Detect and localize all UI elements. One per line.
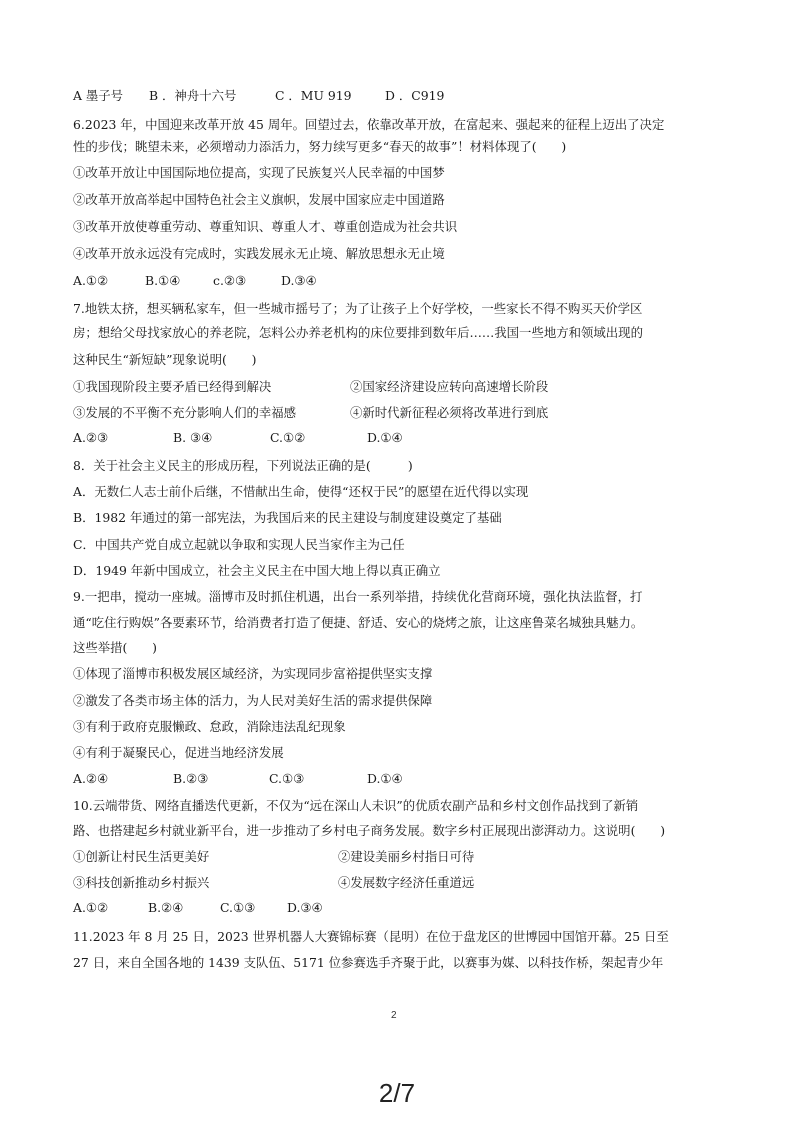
q9-item-4: ④有利于凝聚民心，促进当地经济发展 [73,745,284,760]
q9-options [73,771,403,787]
q9-option-b: B.②③ [173,771,209,786]
q6-stem-line2: 性的步伐；眺望未来，必须增动力添活力，努力续写更多“春天的故事”！材料体现了( ) [73,139,567,154]
q7-stem-line1: 7.地铁太挤，想买辆私家车，但一些城市摇号了；为了让孩子上个好学校，一些家长不得不购买天价学区 [73,301,643,316]
q10-option-b: B.②④ [148,900,184,915]
q11-stem-line1: 11.2023 年 8 月 25 日，2023 世界机器人大赛锦标赛（昆明）在位于盘龙区的世博园中国馆开幕。25 日至 [73,929,669,944]
q7-item-4: ④新时代新征程必须将改革进行到底 [350,405,549,420]
q5-option-c: C ．MU 919 [275,88,352,103]
q10-options [73,900,323,916]
q7-option-a: A.②③ [73,430,109,445]
q10-option-d: D.③④ [287,900,323,915]
q7-item-1: ①我国现阶段主要矛盾已经得到解决 [73,379,272,394]
q10-stem-line1: 10.云端带货、网络直播迭代更新，不仅为“远在深山人未识”的优质农副产品和乡村文创作品找到了新销 [73,798,639,813]
q9-option-c: C.①③ [269,771,305,786]
q10-item-4: ④发展数字经济任重道远 [338,875,475,890]
q7-stem-line3: 这种民生“新短缺”现象说明( ) [73,352,257,367]
q7-option-c: C.①② [270,430,306,445]
q6-option-b: B.①④ [145,273,181,288]
q6-option-c: c.②③ [213,273,247,288]
q6-item-4: ④改革开放永远没有完成时，实践发展永无止境、解放思想永无止境 [73,246,445,261]
q9-option-a: A.②④ [73,771,109,786]
q6-option-a: A.①② [73,273,109,288]
q9-stem-line2: 通“吃住行购娱”各要素环节，给消费者打造了便捷、舒适、安心的烧烤之旅，让这座鲁菜名城独具魅力。 [73,615,644,630]
q9-stem-line1: 9.一把串，搅动一座城。淄博市及时抓住机遇，出台一系列举措，持续优化营商环境，强化执法监督，打 [73,589,643,604]
q7-option-d: D.①④ [367,430,403,445]
q10-item-1: ①创新让村民生活更美好 [73,849,210,864]
q9-stem-line3: 这些举措( ) [73,640,158,655]
q6-option-d: D.③④ [281,273,317,288]
q5-options [73,88,444,104]
q9-option-d: D.①④ [367,771,403,786]
q9-item-3: ③有利于政府克服懒政、怠政，消除违法乱纪现象 [73,719,346,734]
q8-option-c: C．中国共产党自成立起就以争取和实现人民当家作主为己任 [73,537,405,552]
q6-item-1: ①改革开放让中国国际地位提高，实现了民族复兴人民幸福的中国梦 [73,165,445,180]
q10-stem-line2: 路、也搭建起乡村就业新平台，进一步推动了乡村电子商务发展。数字乡村正展现出澎湃动力。这说明( ) [73,823,666,838]
q5-option-d: D ．C919 [385,88,445,103]
q5-option-b: B ．神舟十六号 [149,88,237,103]
q8-option-a: A．无数仁人志士前仆后继，不惜献出生命，使得“还权于民”的愿望在近代得以实现 [73,484,529,499]
q7-stem-line2: 房；想给父母找家放心的养老院，怎料公办养老机构的床位要排到数年后……我国一些地方和领域出现的 [73,325,643,340]
q10-option-a: A.①② [73,900,109,915]
q9-item-2: ②激发了各类市场主体的活力，为人民对美好生活的需求提供保障 [73,693,433,708]
q7-item-3: ③发展的不平衡不充分影响人们的幸福感 [73,405,297,420]
q7-options [73,430,403,446]
q8-option-d: D．1949 年新中国成立，社会主义民主在中国大地上得以真正确立 [73,563,441,578]
page-number: 2 [391,1010,397,1021]
q6-options [73,273,317,289]
q10-option-c: C.①③ [220,900,256,915]
q11-stem-line2: 27 日，来自全国各地的 1439 支队伍、5171 位参赛选手齐聚于此，以赛事为媒、以科技作桥，架起青少年 [73,955,664,970]
q10-item-2: ②建设美丽乡村指日可待 [338,849,475,864]
q5-option-a: A 墨子号 [73,88,124,103]
q6-item-3: ③改革开放使尊重劳动、尊重知识、尊重人才、尊重创造成为社会共识 [73,219,458,234]
q7-item-2: ②国家经济建设应转向高速增长阶段 [350,379,549,394]
q8-option-b: B．1982 年通过的第一部宪法，为我国后来的民主建设与制度建设奠定了基础 [73,510,502,525]
q10-item-3: ③科技创新推动乡村振兴 [73,875,210,890]
q6-item-2: ②改革开放高举起中国特色社会主义旗帜，发展中国家应走中国道路 [73,192,445,207]
q8-stem: 8．关于社会主义民主的形成历程，下列说法正确的是( ) [73,458,413,473]
q7-option-b: B. ③④ [173,430,213,445]
q9-item-1: ①体现了淄博市积极发展区域经济，为实现同步富裕提供坚实支撑 [73,666,433,681]
q6-stem-line1: 6.2023 年，中国迎来改革开放 45 周年。回望过去，依靠改革开放，在富起来、强起来的征程上迈出了决定 [73,117,665,132]
viewer-page-indicator: 2/7 [378,1078,416,1108]
